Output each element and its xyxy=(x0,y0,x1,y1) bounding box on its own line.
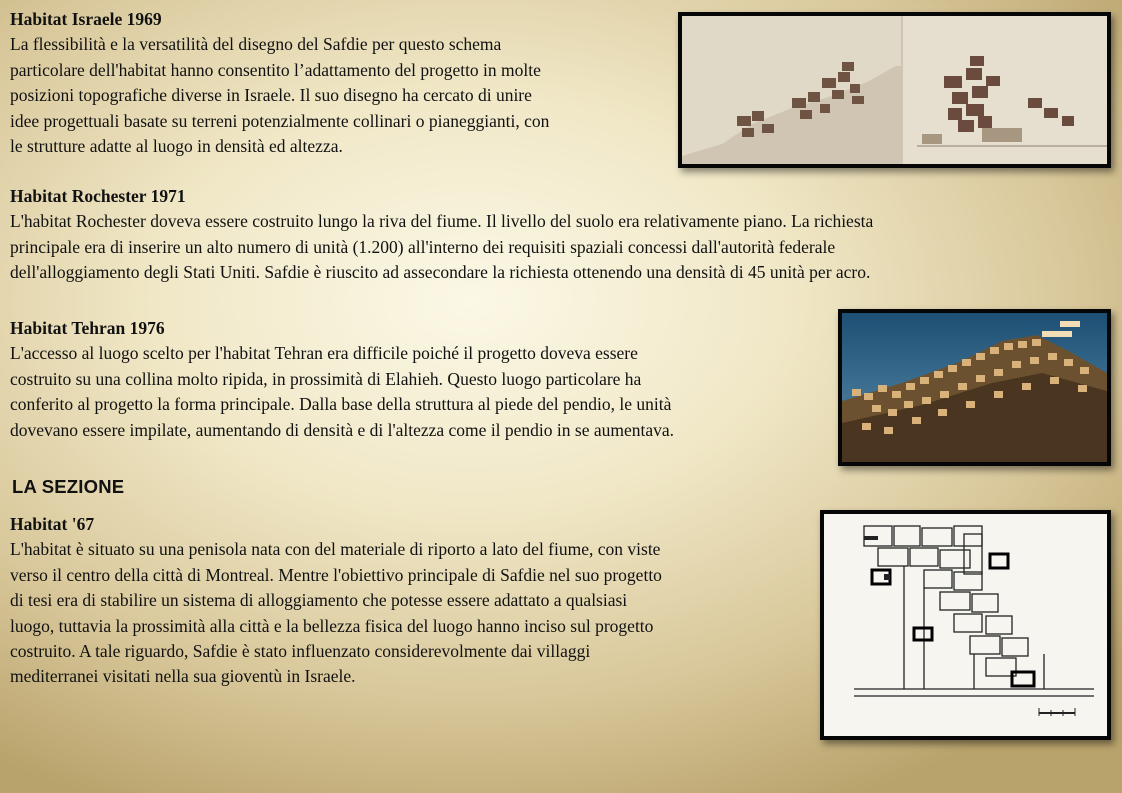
section-heading: LA SEZIONE xyxy=(12,476,125,497)
section-title-habitat-67: Habitat '67 xyxy=(10,514,95,534)
text-line: costruito. A tale riguardo, Safdie è stato influenzato considerevolmente dai villaggi xyxy=(10,641,591,662)
section-title-tehran: Habitat Tehran 1976 xyxy=(10,318,165,338)
text-line: posizioni topografiche diverse in Israele. Il suo disegno ha cercato di unire xyxy=(10,85,532,106)
text-line: luogo, tuttavia la prossimità alla città e la bellezza fisica del luogo hanno inciso sul progetto xyxy=(10,615,654,636)
israele-elevation-image xyxy=(678,12,1111,168)
text-line: L'accesso al luogo scelto per l'habitat Tehran era difficile poiché il progetto doveva essere xyxy=(10,343,638,364)
text-line: le strutture adatte al luogo in densità ed altezza. xyxy=(10,136,343,157)
tehran-model-image xyxy=(838,309,1111,466)
text-line: conferito al progetto la forma principale. Dalla base della struttura al piede del pendio, le unità xyxy=(10,394,672,415)
section-title-israele: Habitat Israele 1969 xyxy=(10,9,162,29)
text-line: mediterranei visitati nella sua gioventù in Israele. xyxy=(10,666,356,687)
text-line: verso il centro della città di Montreal. Mentre l'obiettivo principale di Safdie nel suo progetto xyxy=(10,564,662,585)
text-line: costruito su una collina molto ripida, in prossimità di Elahieh. Questo luogo particolare ha xyxy=(10,368,642,389)
text-line: dell'alloggiamento degli Stati Uniti. Safdie è riuscito ad assecondare la richiesta ottenendo una densità di 45 unità per acro. xyxy=(10,262,871,283)
text-line: principale era di inserire un alto numero di unità (1.200) all'interno dei requisiti spaziali concessi dall'autorità federale xyxy=(10,236,836,257)
section-tehran xyxy=(10,316,674,443)
text-line: idee progettuali basate su terreni potenzialmente collinari o pianeggianti, con xyxy=(10,110,550,131)
habitat-67-section-image xyxy=(820,510,1111,740)
text-line: L'habitat Rochester doveva essere costruito lungo la riva del fiume. Il livello del suolo era relativamente piano. La richiesta xyxy=(10,211,874,232)
section-habitat-67 xyxy=(10,512,662,690)
section-rochester xyxy=(10,184,873,286)
text-line: di tesi era di stabilire un sistema di alloggiamento che potesse essere adattato a qualsiasi xyxy=(10,590,628,611)
text-line: La flessibilità e la versatilità del disegno del Safdie per questo schema xyxy=(10,34,502,55)
text-line: dovevano essere impilate, aumentando di densità e di l'altezza come il pendio in se aumentava. xyxy=(10,419,675,440)
section-title-rochester: Habitat Rochester 1971 xyxy=(10,186,186,206)
section-israele xyxy=(10,7,549,159)
text-line: L'habitat è situato su una penisola nata con del materiale di riporto a lato del fiume, con viste xyxy=(10,539,661,560)
text-line: particolare dell'habitat hanno consentito l’adattamento del progetto in molte xyxy=(10,59,541,80)
